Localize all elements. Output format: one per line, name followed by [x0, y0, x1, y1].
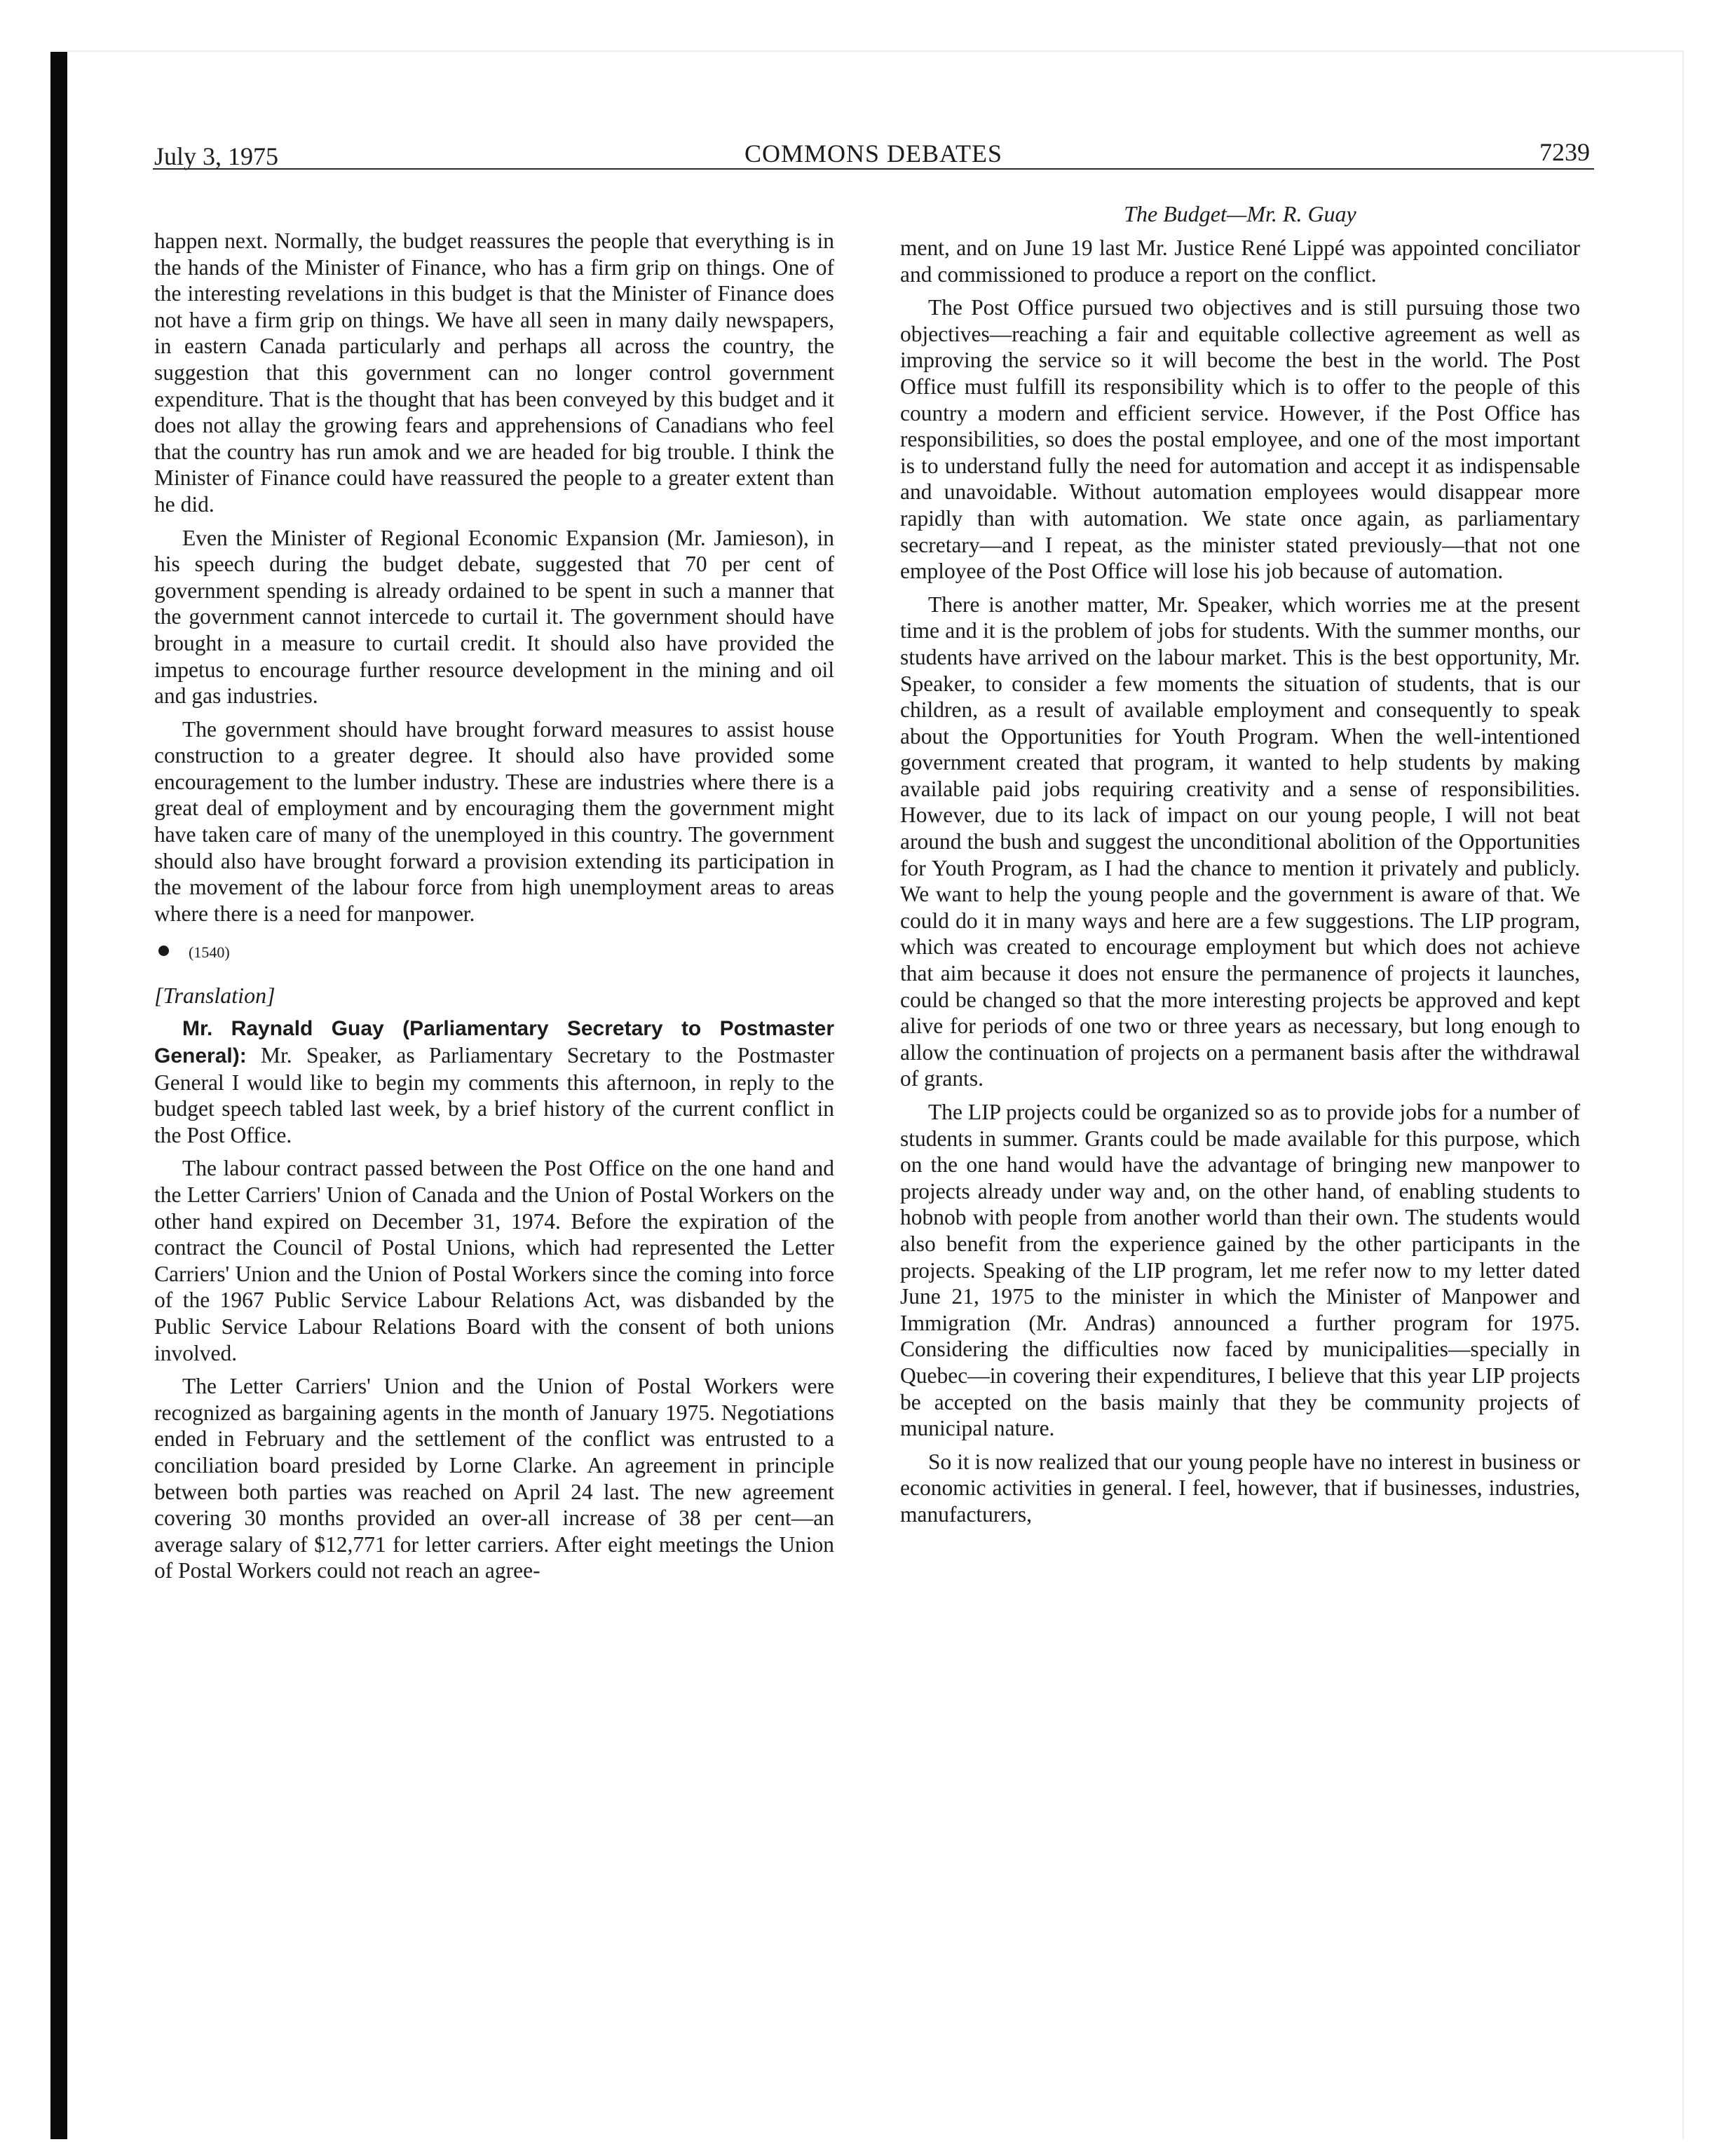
- bullet-icon: [158, 946, 169, 956]
- paragraph: happen next. Normally, the budget reassures the people that everything is in the hands of the Minister of Finance, who has a firm grip on things. One of the interesting revelations in this budget is that the Minister of Finance does not have a firm grip on things. We have all seen in many daily newspapers, in eastern Canada particularly and perhaps all across the country, the suggestion that this government can no longer control government expenditure. That is the thought that has been conveyed by this budget and it does not allay the growing fears and apprehensions of Canadians who feel that the country has run amok and we are headed for big trouble. I think the Minister of Finance could have reassured the people to a greater extent than he did.: [154, 228, 834, 517]
- paragraph: The Letter Carriers' Union and the Union of Postal Workers were recognized as bargaining agents in the month of January 1975. Negotiations ended in February and the settlement of the conflict was entrusted to a conciliation board presided by Lorne Clarke. An agreement in principle between both parties was reached on April 24 last. The new agreement covering 30 months provided an over-all increase of 38 per cent—an average salary of $12,771 for letter carriers. After eight meetings the Union of Postal Workers could not reach an agree-: [154, 1374, 834, 1583]
- paragraph: ment, and on June 19 last Mr. Justice René Lippé was appointed conciliator and commissioned to produce a report on the conflict.: [900, 236, 1580, 287]
- speaker-paragraph: [154, 1015, 834, 1148]
- paragraph: The labour contract passed between the Post Office on the one hand and the Letter Carriers' Union of Canada and the Union of Postal Workers on the other hand expired on December 31, 1974. Before the expiration of the contract the Council of Postal Unions, which had represented the Letter Carriers' Union and the Union of Postal Workers since the coming into force of the 1967 Public Service Labour Relations Act, was disbanded by the Public Service Labour Relations Board with the consent of both unions involved.: [154, 1156, 834, 1365]
- speech-text: Mr. Speaker, as Parliamentary Secretary to the Postmaster General I would like to begin my comments this afternoon, in reply to the budget speech tabled last week, by a brief history of the current conflict in the Post Office.: [154, 1043, 834, 1147]
- scan-margin-bar: [50, 50, 67, 2139]
- paragraph: The Post Office pursued two objectives and is still pursuing those two objectives—reaching a fair and equitable collective agreement as well as improving the service so it will become the best in the world. The Post Office must fulfill its responsibility which is to offer to the people of this country a modern and efficient service. However, if the Post Office has responsibilities, so does the postal employee, and one of the most important is to understand fully the need for automation and accept it as indispensable and unavoidable. Without automation employees would disappear more rapidly than with automation. We state once again, as parliamentary secretary—and I repeat, as the minister stated previously—that not one employee of the Post Office will lose his job because of automation.: [900, 295, 1580, 584]
- paragraph: There is another matter, Mr. Speaker, which worries me at the present time and it is the problem of jobs for students. With the summer months, our students have arrived on the labour market. This is the best opportunity, Mr. Speaker, to consider a few moments the situation of students, that is our children, as a result of available employment and consequently to speak about the Opportunities for Youth Program. When the well-intentioned government created that program, it wanted to help students by making available paid jobs requiring creativity and a sense of responsibilities. However, due to its lack of impact on our young people, I will not beat around the bush and suggest the unconditional abolition of the Opportunities for Youth Program, as I had the chance to mention it privately and publicly. We want to help the young people and the government is aware of that. We could do it in many ways and here are a few suggestions. The LIP program, which was created to encourage employment but which does not achieve that aim because it does not ensure the permanence of projects it launches, could be changed so that the more interesting projects be approved and kept alive for periods of one two or three years as necessary, but long enough to allow the continuation of projects on a permanent basis after the withdrawal of grants.: [900, 592, 1580, 1091]
- paragraph: Even the Minister of Regional Economic Expansion (Mr. Jamieson), in his speech during the budget debate, suggested that 70 per cent of government spending is already ordained to be spent in such a manner that the government cannot intercede to curtail it. The government should have brought in a measure to curtail credit. It should also have provided the impetus to encourage further resource development in the mining and oil and gas industries.: [154, 525, 834, 709]
- scan-edge: [50, 50, 1684, 52]
- scan-edge: [1682, 50, 1684, 2139]
- header-date: July 3, 1975: [154, 142, 279, 170]
- time-marker: [158, 942, 834, 963]
- page-number: 7239: [1539, 138, 1590, 166]
- header-rule: [153, 168, 1594, 170]
- paragraph: So it is now realized that our young people have no interest in business or economic activities in general. I feel, however, that if businesses, industries, manufacturers,: [900, 1449, 1580, 1527]
- running-head: The Budget—Mr. R. Guay: [1124, 201, 1356, 226]
- paragraph: The LIP projects could be organized so as to provide jobs for a number of students in summer. Grants could be made available for this purpose, which on the one hand would have the advantage of bringing new manpower to projects already under way and, on the other hand, of enabling students to hobnob with people from another world than their own. The students would also benefit from the experience gained by the other participants in the projects. Speaking of the LIP program, let me refer now to my letter dated June 21, 1975 to the minister in which the Minister of Manpower and Immigration (Mr. Andras) announced a further program for 1975. Considering the difficulties now faced by municipalities—specially in Quebec—in covering their expenditures, I believe that this year LIP projects be accepted on the basis mainly that they be community projects of municipal nature.: [900, 1100, 1580, 1441]
- speaker-name: Mr. Raynald Guay (Parliamentary Secretary to Postmaster General):: [154, 1017, 834, 1068]
- header-title: COMMONS DEBATES: [744, 139, 1003, 168]
- right-column: [900, 200, 1580, 1535]
- document-page: [153, 133, 1594, 2068]
- left-column: [154, 228, 834, 1591]
- time-marker-text: (1540): [189, 943, 230, 962]
- page-header: [153, 133, 1594, 170]
- translation-label: [Translation]: [154, 983, 275, 1009]
- paragraph: The government should have brought forward measures to assist house construction to a greater degree. It should also have provided some encouragement to the lumber industry. These are industries where there is a great deal of employment and by encouraging them the government might have taken care of many of the unemployed in this country. The government should also have brought forward a provision extending its participation in the movement of the labour force from high unemployment areas to areas where there is a need for manpower.: [154, 716, 834, 926]
